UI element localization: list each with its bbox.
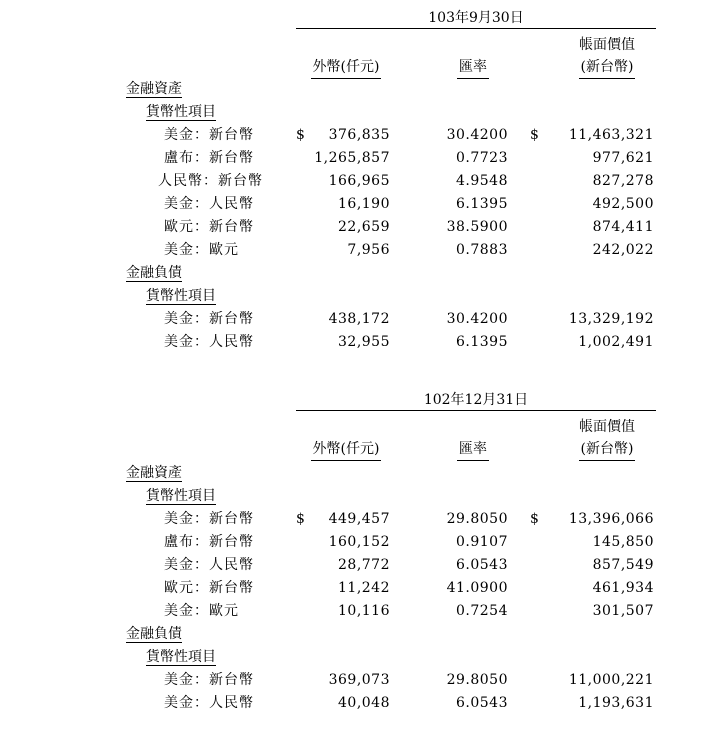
table-row: 美金：新台幣 $ 376,835 30.4200 $ 11,463,321 (164, 127, 654, 143)
monetary-items-heading: 貨幣性項目 (146, 288, 216, 304)
table-row: 美金：人民幣 28,772 6.0543 857,549 (164, 557, 654, 573)
monetary-items-heading: 貨幣性項目 (146, 104, 216, 120)
table-row: 美金：人民幣 16,190 6.1395 492,500 (164, 196, 654, 212)
date-header: 102年12月31日 (296, 392, 656, 411)
financial-liabilities-heading: 金融負債 (126, 265, 182, 281)
table-row: 美金：新台幣 $ 449,457 29.8050 $ 13,396,066 (164, 511, 654, 527)
financial-assets-heading: 金融資產 (126, 81, 182, 97)
foreign-currency-header: 外幣(仟元) (296, 56, 396, 79)
table-row: 美金：新台幣 438,172 30.4200 13,329,192 (164, 311, 654, 327)
date-header: 103年9月30日 (296, 10, 656, 29)
foreign-currency-header: 外幣(仟元) (296, 438, 396, 461)
book-value-header: 帳面價值 (新台幣) (558, 34, 656, 79)
financial-assets-heading: 金融資產 (126, 465, 182, 481)
exchange-rate-header: 匯率 (438, 56, 508, 79)
table-row: 美金：人民幣 32,955 6.1395 1,002,491 (164, 334, 654, 350)
monetary-items-heading: 貨幣性項目 (146, 488, 216, 504)
table-row: 盧布：新台幣 160,152 0.9107 145,850 (164, 534, 654, 550)
table-row: 美金：歐元 7,956 0.7883 242,022 (164, 242, 654, 258)
financial-liabilities-heading: 金融負債 (126, 626, 182, 642)
exchange-rate-header: 匯率 (438, 438, 508, 461)
book-value-header: 帳面價值 (新台幣) (558, 416, 656, 461)
monetary-items-heading: 貨幣性項目 (146, 649, 216, 665)
table-row: 美金：新台幣 369,073 29.8050 11,000,221 (164, 672, 654, 688)
table-row: 盧布：新台幣 1,265,857 0.7723 977,621 (164, 150, 654, 166)
table-row: 人民幣：新台幣 166,965 4.9548 827,278 (158, 173, 654, 189)
table-row: 歐元：新台幣 11,242 41.0900 461,934 (164, 580, 654, 596)
table-row: 美金：歐元 10,116 0.7254 301,507 (164, 603, 654, 619)
table-row: 歐元：新台幣 22,659 38.5900 874,411 (164, 219, 654, 235)
table-row: 美金：人民幣 40,048 6.0543 1,193,631 (164, 695, 654, 711)
